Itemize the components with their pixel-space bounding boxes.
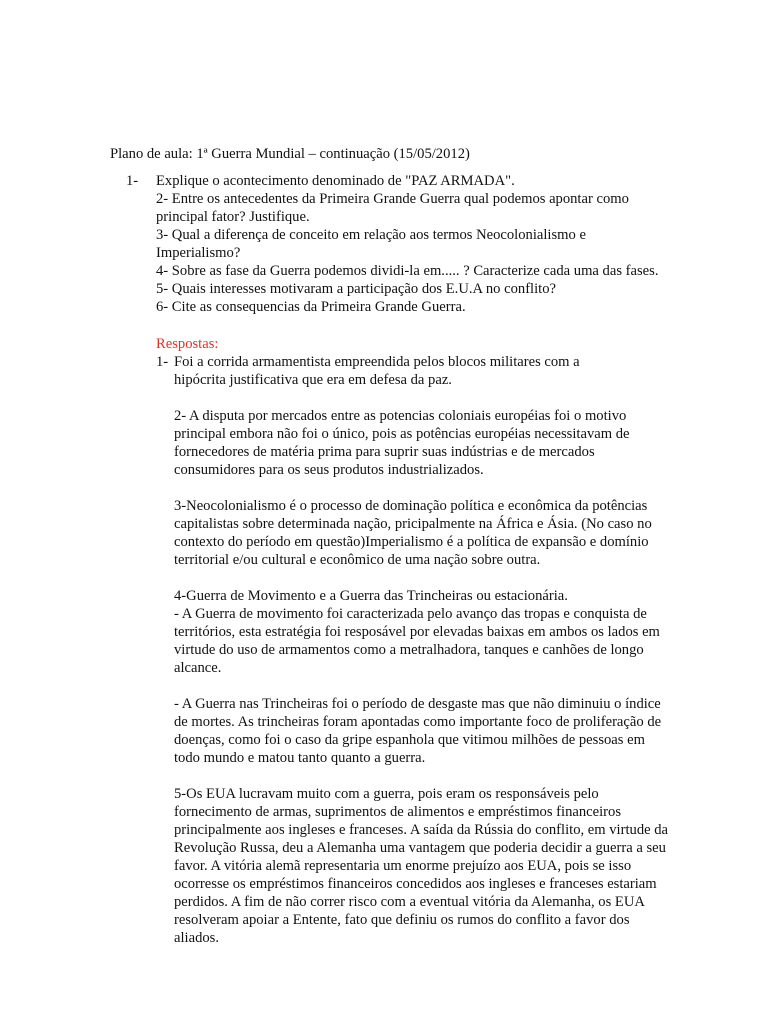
answer-1 [174, 353, 634, 389]
answer-2 [174, 407, 669, 479]
answer-5 [174, 785, 669, 947]
answer-4-title: 4-Guerra de Movimento e a Guerra das Trincheiras ou estacionária. [174, 588, 568, 604]
answer-4 [174, 587, 669, 677]
question-line: 3- Qual a diferença de conceito em relação aos termos Neocolonialismo e [156, 227, 586, 243]
answer-4-trincheiras [174, 695, 669, 767]
answer-4-movimento: - A Guerra de movimento foi caracterizada pelo avanço das tropas e conquista de territórios, esta estratégia foi resposável por elevadas baixas em ambos os lados em virtude do uso de armamentos como a metralhadora, tanques e canhões de longo alcance. [174, 606, 660, 676]
answer-3-text: 3-Neocolonialismo é o processo de dominação política e econômica da potências capitalistas sobre determinada nação, pricipalmente na África e Ásia. (No caso no contexto do período em questão)Imperialismo é a política de expansão e domínio territorial e/ou cultural e econômico de uma nação sobre outra. [174, 498, 652, 568]
answers-heading: Respostas: [156, 336, 219, 352]
question-line: 4- Sobre as fase da Guerra podemos dividi-la em..... ? Caracterize cada uma das fases. [156, 263, 659, 279]
question-line: principal fator? Justifique. [156, 209, 310, 225]
answer-list-number: 1- [156, 354, 169, 370]
question-line: Imperialismo? [156, 245, 241, 261]
answer-2-text: 2- A disputa por mercados entre as potencias coloniais européias foi o motivo principal embora não foi o único, pois as potências européias necessitavam de fornecedores de matéria prima para suprir suas indústrias e de mercados consumidores para os seus produtos industrializados. [174, 408, 630, 478]
question-line: 2- Entre os antecedentes da Primeira Grande Guerra qual podemos apontar como [156, 191, 629, 207]
question-line: 5- Quais interesses motivaram a participação dos E.U.A no conflito? [156, 281, 556, 297]
question-line: Explique o acontecimento denominado de "PAZ ARMADA". [156, 173, 515, 189]
answer-5-text: 5-Os EUA lucravam muito com a guerra, pois eram os responsáveis pelo fornecimento de armas, suprimentos de alimentos e empréstimos financeiros principalmente aos ingleses e franceses. A saída da Rússia do conflito, em virtude da Revolução Russa, deu a Alemanha uma vantagem que poderia decidir a guerra a seu favor. A vitória alemã representaria um enorme prejuízo aos EUA, pois se isso ocorresse os empréstimos financeiros concedidos aos ingleses e franceses estariam perdidos. A fim de não correr risco com a eventual vitória da Alemanha, os EUA resolveram apoiar a Entente, fato que definiu os rumos do conflito a favor dos aliados. [174, 786, 669, 946]
document-title: Plano de aula: 1ª Guerra Mundial – continuação (15/05/2012) [110, 146, 470, 162]
answer-1-text: Foi a corrida armamentista empreendida pelos blocos militares com a hipócrita justificativa que era em defesa da paz. [174, 354, 580, 388]
answer-4-trincheiras-text: - A Guerra nas Trincheiras foi o período de desgaste mas que não diminuiu o índice de mortes. As trincheiras foram apontadas como importante foco de proliferação de doenças, como foi o caso da gripe espanhola que vitimou milhões de pessoas em todo mundo e matou tanto quanto a guerra. [174, 696, 662, 766]
question-list-number: 1- [126, 173, 139, 189]
answer-3 [174, 497, 669, 569]
question-line: 6- Cite as consequencias da Primeira Grande Guerra. [156, 299, 466, 315]
